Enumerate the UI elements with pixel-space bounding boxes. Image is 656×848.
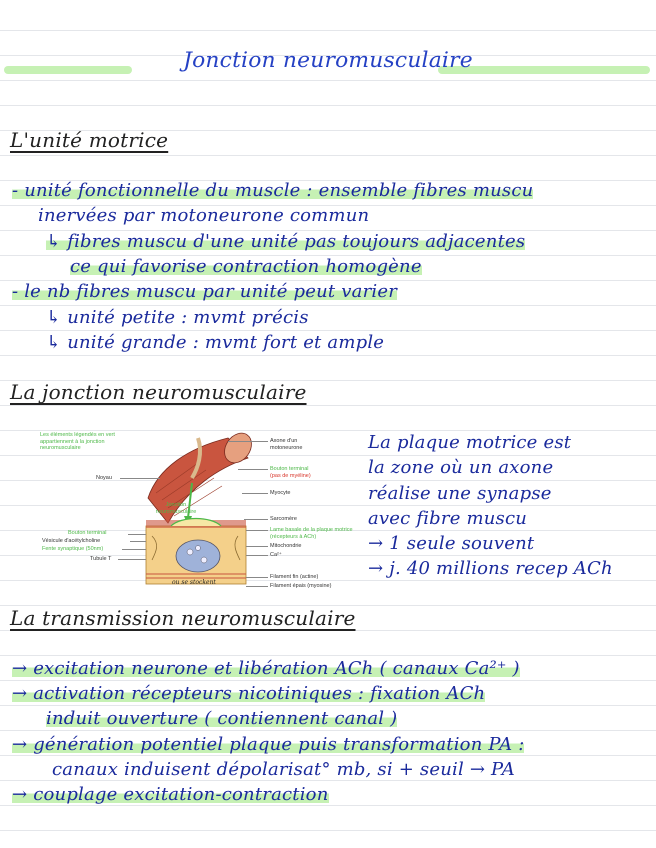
list-item [46,231,525,252]
line-text: → génération potentiel plaque puis transformation PA : [12,734,525,755]
list-item [12,784,329,805]
label-vesicule: Vésicule d'acétylcholine [42,538,101,544]
section-heading-transmission: La transmission neuromusculaire [10,606,356,630]
leader-line [130,541,146,542]
list-item [38,205,369,226]
leader-line [242,493,268,494]
leader-line [122,549,146,550]
line-text: → excitation neurone et libération ACh ( canaux Ca²⁺ ) [12,658,520,679]
leader-line [128,534,146,535]
label-tubule: Tubule T [90,556,112,562]
label-axone: Axone d'un motoneurone [270,438,303,451]
list-item [46,332,384,353]
leader-line [118,559,146,560]
line-text: ce qui favorise contraction homogène [70,256,422,277]
label-bouton-terminal-left: Bouton terminal [68,530,107,536]
handwritten-figure-note: ou se stockent [172,579,216,586]
label-myocyte: Myocyte [270,490,291,496]
leader-line [244,519,268,520]
side-text-line: → 1 seule souvent [368,533,535,554]
side-text-line: réalise une synapse [368,483,552,504]
list-item [12,281,397,302]
side-text-line: → j. 40 millions recep ACh [368,558,613,579]
label-mitochondrie: Mitochondrie [270,543,302,549]
label-pas-myeline: (pas de myéline) [270,473,311,479]
line-text: - le nb fibres muscu par unité peut varier [12,281,397,302]
list-item [12,658,520,679]
neuromuscular-junction-figure [38,428,368,596]
leader-line [246,586,268,587]
line-text: inervées par motoneurone commun [38,205,370,226]
label-lame: Lame basale de la plaque motrice (récepteurs à ACh) [270,527,353,540]
label-noyau: Noyau [96,475,112,481]
label-sarcomere: Sarcomère [270,516,297,522]
label-filament-fin: Filament fin (actine) [270,574,319,580]
line-text: - unité fonctionnelle du muscle : ensemble fibres muscu [12,180,534,201]
section-heading-jonction: La jonction neuromusculaire [10,380,307,404]
leader-line [246,530,268,531]
side-text-line: avec fibre muscu [368,508,528,529]
side-text-line: La plaque motrice est [368,432,572,453]
page-title: Jonction neuromusculaire [183,48,473,73]
leader-line [246,546,268,547]
label-jonction: Jonction neuromusculaire [155,502,197,515]
line-text: ↳ fibres muscu d'une unité pas toujours adjacentes [46,231,526,252]
label-fente: Fente synaptique (50nm) [42,546,104,552]
label-bouton-terminal-right: Bouton terminal [270,466,309,472]
list-item [46,307,309,328]
list-item [12,683,485,704]
line-text: → activation récepteurs nicotiniques : fixation ACh [12,683,486,704]
muscle-diagram-illustration [38,428,368,596]
label-ca: Ca²⁺ [270,552,282,558]
line-text: canaux induisent dépolarisat° mb, si + seuil → PA [52,759,515,780]
list-item [12,734,524,755]
label-filament-epais: Filament épais (myosine) [270,583,332,589]
leader-line [246,555,268,556]
line-text: ↳ unité petite : mvmt précis [46,307,309,328]
figure-green-note: Les éléments légendés en vert appartiennent à la jonction neuromusculaire [40,432,115,451]
line-text: induit ouverture ( contiennent canal ) [46,708,398,729]
section-heading-unite-motrice: L'unité motrice [10,128,169,152]
leader-line [120,478,160,479]
leader-line [246,577,268,578]
list-item [70,256,422,277]
leader-line [238,469,268,470]
line-text: ↳ unité grande : mvmt fort et ample [46,332,385,353]
leader-line [228,441,268,442]
list-item [46,708,397,729]
list-item [52,759,515,780]
line-text: → couplage excitation-contraction [12,784,329,805]
list-item [12,180,533,201]
side-text-line: la zone où un axone [368,457,554,478]
